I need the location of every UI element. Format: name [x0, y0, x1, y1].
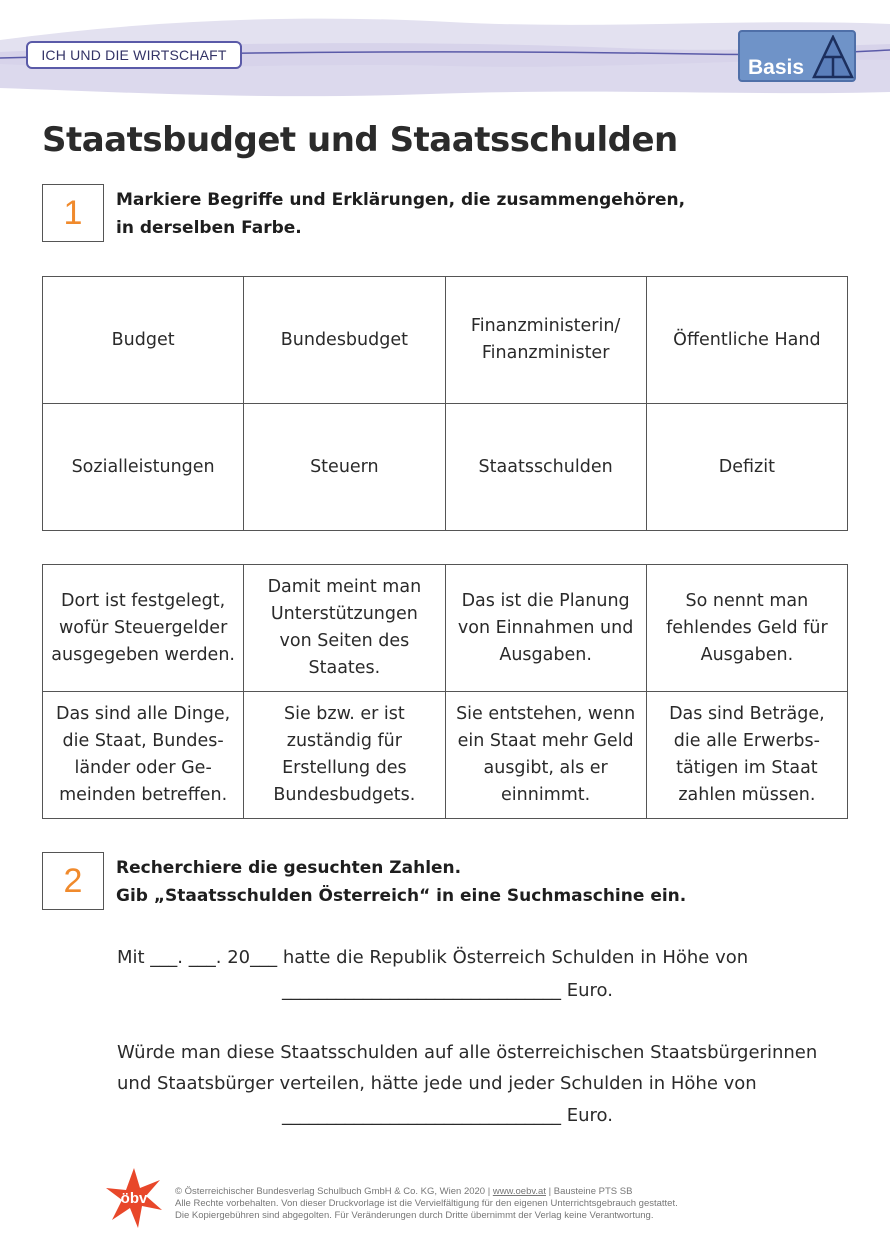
- definitions-row: [43, 565, 848, 692]
- task-2-instruction-line1: Recherchiere die gesuchten Zahlen.: [116, 858, 462, 878]
- term-cell[interactable]: Budget: [43, 277, 244, 404]
- footer-line-2: Alle Rechte vorbehalten. Von dieser Druckvorlage ist die Vervielfältigung für den eigenen Unterrichtsgebrauch gestattet.: [175, 1198, 678, 1209]
- terms-table: [42, 276, 848, 531]
- term-cell[interactable]: Öffentliche Hand: [646, 277, 847, 404]
- definition-cell[interactable]: Sie entstehen, wenn ein Staat mehr Geld ausgibt, als er einnimmt.: [445, 692, 646, 819]
- footer-line-1-prefix: © Österreichischer Bundesverlag Schulbuch GmbH & Co. KG, Wien 2020 |: [175, 1186, 493, 1197]
- term-cell[interactable]: Defizit: [646, 404, 847, 531]
- footer-line-1-suffix: | Bausteine PTS SB: [545, 1186, 633, 1197]
- oebv-logo-text: öbv: [120, 1190, 148, 1207]
- task-number-2: 2: [42, 852, 104, 910]
- task-2-instruction-line2: Gib „Staatsschulden Österreich“ in eine Suchmaschine ein.: [116, 886, 687, 906]
- task-1-instruction-line1: Markiere Begriffe und Erklärungen, die zusammengehören,: [116, 190, 686, 210]
- definition-cell[interactable]: Damit meint man Unterstützungen von Seiten des Staates.: [244, 565, 445, 692]
- footer-line-1: [175, 1186, 678, 1198]
- definition-cell[interactable]: So nennt man fehlendes Geld für Ausgaben.: [646, 565, 847, 692]
- basis-label: Basis: [748, 56, 805, 79]
- sentence-2-line-2: und Staatsbürger verteilen, hätte jede und jeder Schulden in Höhe von: [117, 1073, 757, 1094]
- basis-level-badge: [738, 30, 856, 82]
- term-cell[interactable]: Sozialleistungen: [43, 404, 244, 531]
- definition-cell[interactable]: Das ist die Planung von Einnahmen und Ausgaben.: [445, 565, 646, 692]
- task-number-1: 1: [42, 184, 104, 242]
- task-1-instruction: [116, 186, 685, 242]
- terms-row: [43, 404, 848, 531]
- answer-blank-debt-per-citizen[interactable]: _______________________________ Euro.: [282, 1105, 613, 1126]
- footer-line-3: Die Kopiergebühren sind abgegolten. Für Veränderungen durch Dritte übernimmt der Verlag keine Verantwortung.: [175, 1210, 654, 1221]
- section-tag: ICH UND DIE WIRTSCHAFT: [26, 41, 242, 69]
- sentence-2-line-1: Würde man diese Staatsschulden auf alle österreichischen Staatsbürgerinnen: [117, 1042, 818, 1063]
- term-cell[interactable]: Steuern: [244, 404, 445, 531]
- term-cell[interactable]: Staatsschulden: [445, 404, 646, 531]
- footer-copyright: [175, 1186, 678, 1222]
- triangle-level-icon: [812, 35, 854, 79]
- answer-blank-debt-total[interactable]: _______________________________ Euro.: [282, 980, 613, 1001]
- definitions-table: [42, 564, 848, 819]
- task-2-instruction: [116, 854, 686, 910]
- publisher-link[interactable]: www.oebv.at: [492, 1186, 546, 1197]
- task-1-instruction-line2: in derselben Farbe.: [116, 218, 302, 238]
- term-cell[interactable]: Bundesbudget: [244, 277, 445, 404]
- definition-cell[interactable]: Sie bzw. er ist zuständig für Erstellung des Bundesbudgets.: [244, 692, 445, 819]
- definition-cell[interactable]: Dort ist festgelegt, wofür Steuergelder ausgegeben werden.: [43, 565, 244, 692]
- oebv-logo: [104, 1166, 164, 1230]
- term-cell[interactable]: Finanzministerin/ Finanzminister: [445, 277, 646, 404]
- definition-cell[interactable]: Das sind Beträge, die alle Erwerbs-tätigen im Staat zahlen müssen.: [646, 692, 847, 819]
- page-title: Staatsbudget und Staatsschulden: [42, 120, 678, 160]
- definitions-row: [43, 692, 848, 819]
- definition-cell[interactable]: Das sind alle Dinge, die Staat, Bundes-länder oder Ge-meinden betreffen.: [43, 692, 244, 819]
- sentence-1-line-1: Mit ___. ___. 20___ hatte die Republik Österreich Schulden in Höhe von: [117, 947, 749, 968]
- terms-row: [43, 277, 848, 404]
